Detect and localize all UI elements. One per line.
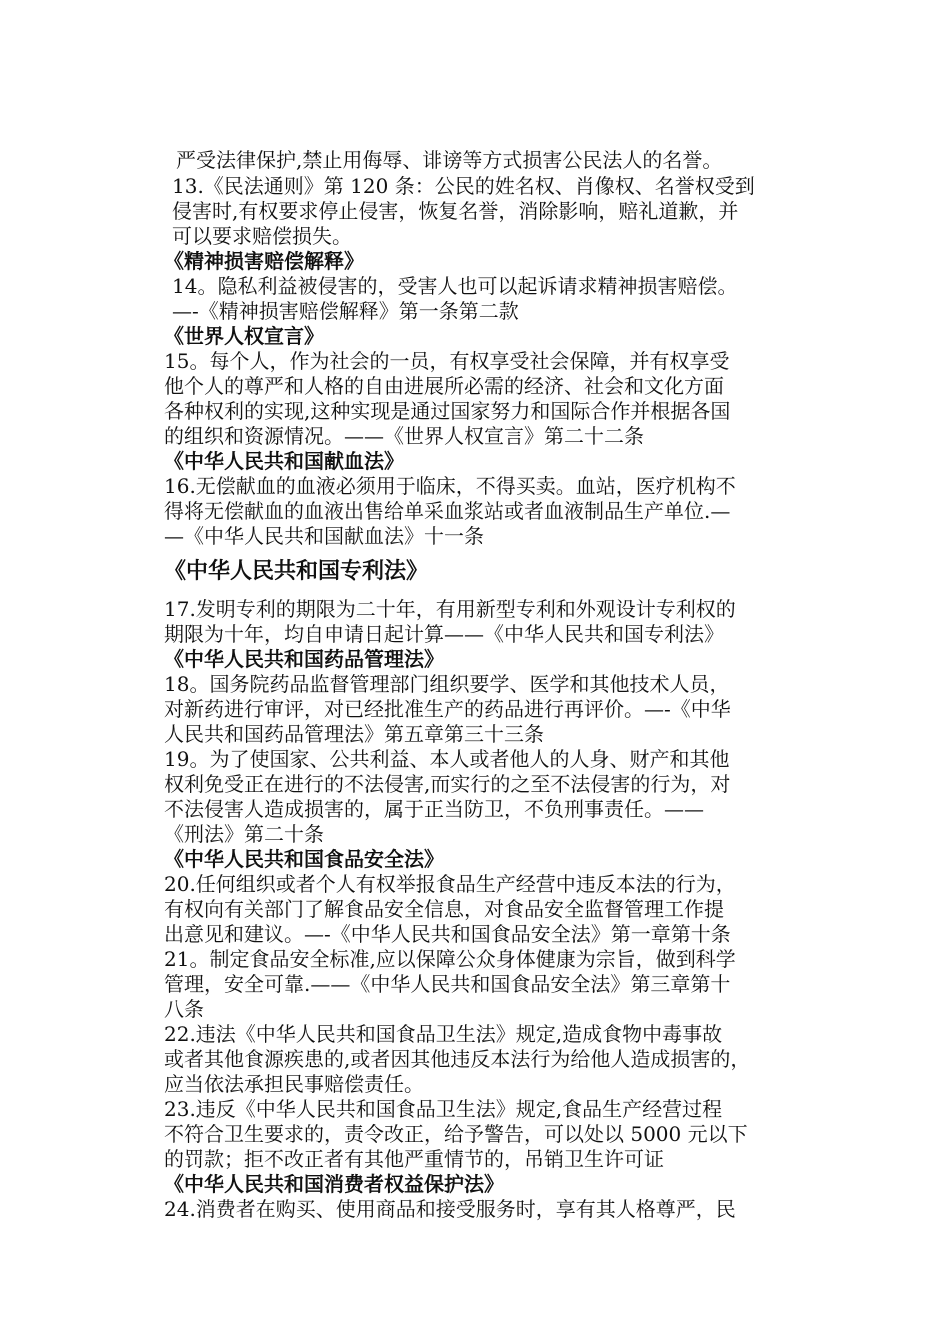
text-line: 他个人的尊严和人格的自由进展所必需的经济、社会和文化方面 xyxy=(164,374,724,398)
text-line: 18。国务院药品监督管理部门组织要学、医学和其他技术人员， xyxy=(164,672,730,696)
text-line: 侵害时,有权要求停止侵害，恢复名誉，消除影响，赔礼道歉，并 xyxy=(172,199,739,223)
text-line: —《中华人民共和国献血法》十一条 xyxy=(164,524,484,548)
text-line: 15。每个人，作为社会的一员，有权享受社会保障，并有权享受 xyxy=(164,349,730,373)
text-line: 14。隐私利益被侵害的，受害人也可以起诉请求精神损害赔偿。 xyxy=(172,274,738,298)
text-line: 应当依法承担民事赔偿责任。 xyxy=(164,1072,424,1096)
text-line: 或者其他食源疾患的,或者因其他违反本法行为给他人造成损害的， xyxy=(164,1047,751,1071)
section-heading: 《中华人民共和国消费者权益保护法》 xyxy=(164,1172,504,1196)
text-line: 13.《民法通则》第 120 条：公民的姓名权、肖像权、名誉权受到 xyxy=(172,174,755,198)
text-line: 的组织和资源情况。——《世界人权宣言》第二十二条 xyxy=(164,424,644,448)
text-line: 期限为十年，均自申请日起计算——《中华人民共和国专利法》 xyxy=(164,622,724,646)
text-line: 得将无偿献血的血液出售给单采血浆站或者血液制品生产单位.— xyxy=(164,499,731,523)
text-line: 严受法律保护,禁止用侮辱、诽谤等方式损害公民法人的名誉。 xyxy=(176,148,723,172)
section-heading: 《中华人民共和国食品安全法》 xyxy=(164,847,444,871)
text-line: 人民共和国药品管理法》第五章第三十三条 xyxy=(164,722,544,746)
text-line: 21。制定食品安全标准,应以保障公众身体健康为宗旨，做到科学 xyxy=(164,947,736,971)
section-heading: 《世界人权宣言》 xyxy=(164,324,324,348)
section-heading: 《中华人民共和国献血法》 xyxy=(164,449,404,473)
text-line: 权利免受正在进行的不法侵害,而实行的之至不法侵害的行为，对 xyxy=(164,772,731,796)
text-line: 出意见和建议。—-《中华人民共和国食品安全法》第一章第十条 xyxy=(164,922,731,946)
text-line: 17.发明专利的期限为二十年，有用新型专利和外观设计专利权的 xyxy=(164,597,736,621)
text-line: 16.无偿献血的血液必须用于临床，不得买卖。血站，医疗机构不 xyxy=(164,474,736,498)
text-line: 19。为了使国家、公共利益、本人或者他人的人身、财产和其他 xyxy=(164,747,730,771)
text-line: 23.违反《中华人民共和国食品卫生法》规定,食品生产经营过程 xyxy=(164,1097,723,1121)
text-line: —-《精神损害赔偿解释》第一条第二款 xyxy=(172,299,519,323)
text-line: 对新药进行审评，对已经批准生产的药品进行再评价。—-《中华 xyxy=(164,697,731,721)
section-heading: 《中华人民共和国专利法》 xyxy=(164,559,429,584)
text-line: 八条 xyxy=(164,997,204,1021)
text-line: 各种权利的实现,这种实现是通过国家努力和国际合作并根据各国 xyxy=(164,399,731,423)
text-line: 管理，安全可靠.——《中华人民共和国食品安全法》第三章第十 xyxy=(164,972,731,996)
text-line: 有权向有关部门了解食品安全信息，对食品安全监督管理工作提 xyxy=(164,897,724,921)
text-line: 20.任何组织或者个人有权举报食品生产经营中违反本法的行为， xyxy=(164,872,736,896)
text-line: 24.消费者在购买、使用商品和接受服务时，享有其人格尊严，民 xyxy=(164,1197,736,1221)
text-line: 《刑法》第二十条 xyxy=(164,822,324,846)
text-line: 不符合卫生要求的，责令改正，给予警告，可以处以 5000 元以下 xyxy=(164,1122,748,1146)
text-line: 不法侵害人造成损害的，属于正当防卫，不负刑事责任。—— xyxy=(164,797,704,821)
text-line: 可以要求赔偿损失。 xyxy=(172,224,352,248)
text-line: 的罚款；拒不改正者有其他严重情节的，吊销卫生许可证 xyxy=(164,1147,664,1171)
section-heading: 《精神损害赔偿解释》 xyxy=(164,249,364,273)
section-heading: 《中华人民共和国药品管理法》 xyxy=(164,647,444,671)
text-line: 22.违法《中华人民共和国食品卫生法》规定,造成食物中毒事故 xyxy=(164,1022,723,1046)
